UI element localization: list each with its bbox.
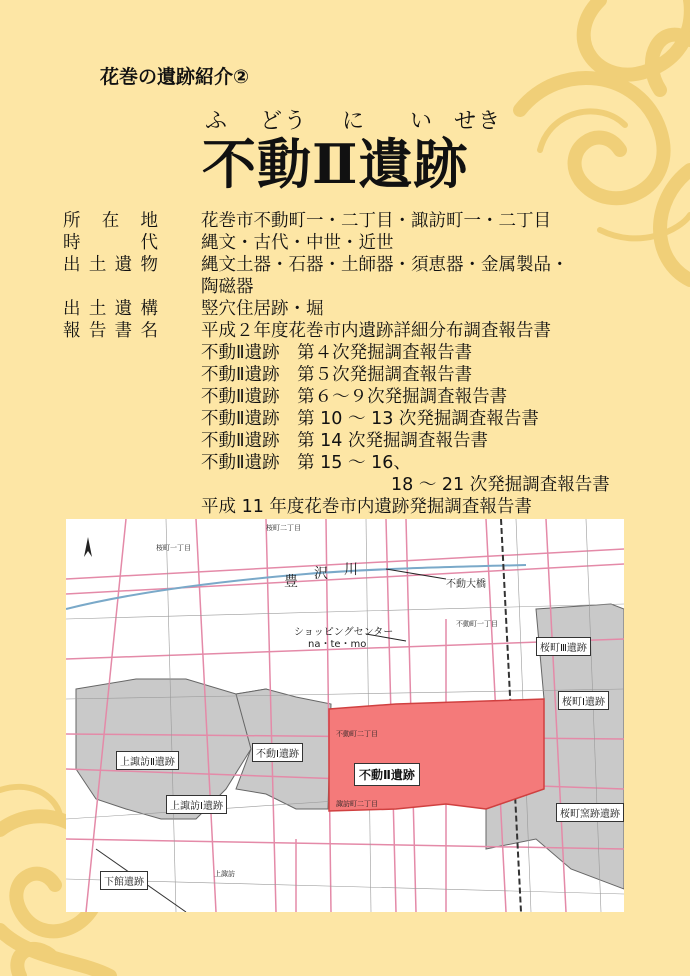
street-label: 桜町一丁目 [156, 544, 191, 552]
report-item: 不動Ⅱ遺跡 第 15 ～ 16、 [201, 453, 411, 473]
street-label: 不動町二丁目 [336, 730, 378, 738]
page-title: 不動Ⅱ遺跡 [202, 132, 469, 196]
site-label-fudo2: 不動Ⅱ遺跡 [354, 763, 420, 786]
report-item: 不動Ⅱ遺跡 第４次発掘調査報告書 [201, 343, 473, 363]
fudo2-highlight-area [329, 699, 544, 811]
ruby-fu: ふ [205, 109, 230, 134]
shop-label-sub: na・te・mo [308, 639, 367, 650]
report-item: 不動Ⅱ遺跡 第 10 ～ 13 次発掘調査報告書 [201, 409, 539, 429]
report-item: 18 ～ 21 次発掘調査報告書 [391, 475, 610, 495]
river-label-1: 豊 [284, 574, 298, 590]
info-label: 時 代 [63, 233, 158, 253]
bridge-label: 不動大橋 [446, 579, 486, 590]
site-label-kamisuwa1: 上諏訪Ⅰ遺跡 [166, 795, 227, 814]
site-label-fudo1: 不動Ⅰ遺跡 [252, 743, 303, 762]
info-value: 陶磁器 [201, 277, 254, 297]
info-label: 出 土 遺 物 [63, 255, 158, 275]
report-item: 不動Ⅱ遺跡 第５次発掘調査報告書 [201, 365, 473, 385]
info-value: 縄文土器・石器・土師器・須恵器・金属製品・ [201, 255, 569, 275]
street-label: 桜町二丁目 [266, 524, 301, 532]
info-label: 所 在 地 [63, 211, 158, 231]
street-label: 不動町一丁目 [456, 620, 498, 628]
site-label-sakuramachi-kama: 桜町窯跡遺跡 [556, 803, 624, 822]
shop-label: ショッピングセンター [294, 627, 394, 638]
site-label-shimodate: 下館遺跡 [100, 871, 148, 890]
report-item: 不動Ⅱ遺跡 第６～９次発掘調査報告書 [201, 387, 508, 407]
river-label-2: 沢 [314, 566, 328, 582]
street-label: 諏訪町二丁目 [336, 800, 378, 808]
report-item: 平成 11 年度花巻市内遺跡発掘調査報告書 [201, 497, 532, 517]
site-label-sakuramachi1: 桜町Ⅰ遺跡 [558, 691, 609, 710]
site-map [66, 519, 624, 912]
ruby-seki: せき [454, 109, 503, 134]
info-value: 竪穴住居跡・堀 [201, 299, 324, 319]
ruby-i: い [410, 109, 435, 134]
site-label-kamisuwa2: 上諏訪Ⅱ遺跡 [116, 751, 179, 770]
report-item: 不動Ⅱ遺跡 第 14 次発掘調査報告書 [201, 431, 489, 451]
info-label: 出 土 遺 構 [63, 299, 158, 319]
street-label: 上諏訪 [214, 870, 235, 878]
ruby-dou: どう [260, 109, 309, 134]
info-label: 報 告 書 名 [63, 321, 158, 341]
ruby-ni: に [342, 109, 367, 134]
river-label-3: 川 [344, 562, 358, 578]
series-heading: 花巻の遺跡紹介② [100, 66, 250, 88]
info-value: 縄文・古代・中世・近世 [201, 233, 394, 253]
site-label-sakuramachi3: 桜町Ⅲ遺跡 [536, 637, 591, 656]
info-value: 花巻市不動町一・二丁目・諏訪町一・二丁目 [201, 211, 551, 231]
report-item: 平成２年度花巻市内遺跡詳細分布調査報告書 [201, 321, 551, 341]
